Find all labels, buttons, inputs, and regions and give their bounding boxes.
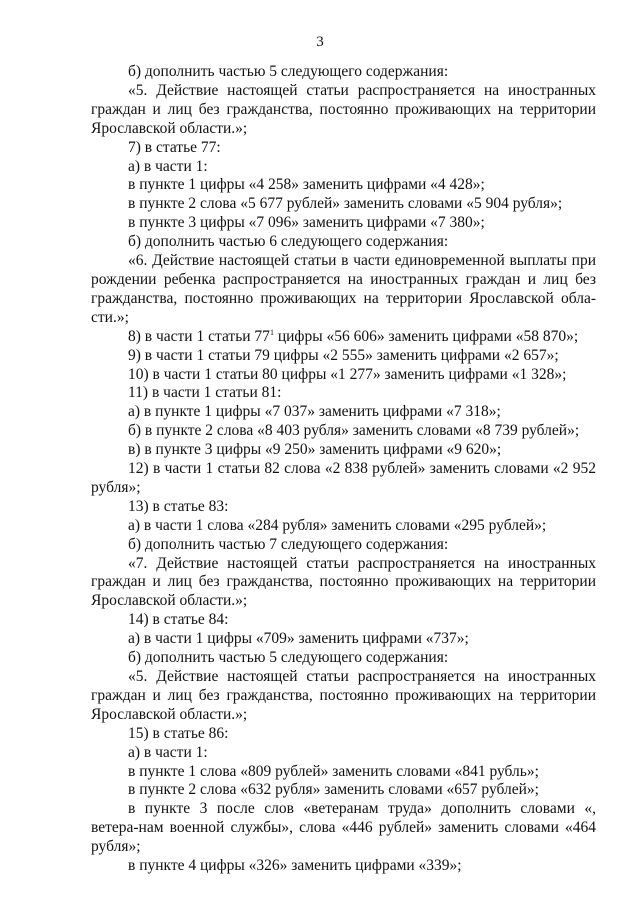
paragraph-item-14b: б) дополнить частью 5 следующего содержания:: [128, 649, 449, 667]
paragraph-item-14: 14) в статье 84:: [128, 611, 229, 629]
paragraph-item-13b: б) дополнить частью 7 следующего содержания:: [128, 535, 449, 553]
paragraph-item-7a: а) в части 1:: [128, 157, 208, 175]
item-8-text-after: цифры «56 606» заменить цифрами «58 870»;: [273, 327, 579, 345]
paragraph-item-11a: а) в пункте 1 цифры «7 037» заменить цифрами «7 318»;: [128, 403, 501, 421]
paragraph-item-7a-point-1: в пункте 1 цифры «4 258» заменить цифрами «4 428»;: [128, 176, 485, 194]
paragraph-item-11c: в) в пункте 3 цифры «9 250» заменить цифрами «9 620»;: [128, 441, 502, 459]
document-body: [91, 63, 596, 876]
item-8-superscript: 1: [269, 327, 274, 337]
paragraph-item-15a-point-3: в пункте 3 после слов «ветеранам труда» дополнить словами «, ветера-нам военной службы», слова «446 рублей» заменить словами «464 рубля»;: [91, 800, 596, 856]
paragraph-quote-part-6: «6. Действие настоящей статьи в части единовременной выплаты при рождении ребенка распространяется на иностранных граждан и лиц без гражданства, постоянно проживающих на территории Ярославской обла-сти.»;: [91, 252, 596, 326]
paragraph-item-10: 10) в части 1 статьи 80 цифры «1 277» заменить цифрами «1 328»;: [128, 365, 567, 383]
paragraph-item-14a: а) в части 1 цифры «709» заменить цифрами «737»;: [128, 630, 469, 648]
paragraph-item-15a-point-1: в пункте 1 слова «809 рублей» заменить словами «841 рубль»;: [128, 762, 539, 780]
paragraph-item-11b: б) в пункте 2 слова «8 403 рубля» заменить словами «8 739 рублей»;: [128, 422, 580, 440]
paragraph-item-8: [91, 328, 596, 347]
paragraph-item-15a-point-2: в пункте 2 слова «632 рубля» заменить словами «657 рублей»;: [128, 781, 539, 799]
paragraph-item-7b: б) дополнить частью 6 следующего содержания:: [128, 233, 449, 251]
paragraph-quote-part-7: «7. Действие настоящей статьи распространяется на иностранных граждан и лиц без гражданства, постоянно проживающих на территории Ярославской области.»;: [91, 554, 596, 610]
paragraph-item-7: 7) в статье 77:: [128, 138, 221, 156]
paragraph-item-15a: а) в части 1:: [128, 743, 208, 761]
paragraph-item-15: 15) в статье 86:: [128, 724, 229, 742]
paragraph-quote-part-5-article-84: «5. Действие настоящей статьи распространяется на иностранных граждан и лиц без гражданства, постоянно проживающих на территории Ярославской области.»;: [91, 668, 596, 723]
paragraph-item-7a-point-3: в пункте 3 цифры «7 096» заменить цифрами «7 380»;: [128, 214, 485, 232]
paragraph-item-13a: а) в части 1 слова «284 рубля» заменить словами «295 рублей»;: [128, 516, 547, 534]
paragraph-item-15a-point-4: в пункте 4 цифры «326» заменить цифрами «339»;: [128, 857, 462, 875]
paragraph-item-12: 12) в части 1 статьи 82 слова «2 838 рублей» заменить словами «2 952 рубля»;: [91, 460, 596, 496]
paragraph-item-9: 9) в части 1 статьи 79 цифры «2 555» заменить цифрами «2 657»;: [128, 346, 559, 364]
paragraph-quote-part-5: «5. Действие настоящей статьи распространяется на иностранных граждан и лиц без гражданства, постоянно проживающих на территории Ярославской области.»;: [91, 81, 596, 137]
paragraph-item-13: 13) в статье 83:: [128, 497, 229, 515]
paragraph-item-11: 11) в части 1 статьи 81:: [128, 384, 282, 402]
paragraph-item-7a-point-2: в пункте 2 слова «5 677 рублей» заменить словами «5 904 рубля»;: [128, 195, 563, 213]
item-8-text-before: 8) в части 1 статьи 77: [128, 327, 270, 345]
paragraph-amend-part-5-intro: б) дополнить частью 5 следующего содержания:: [128, 63, 449, 80]
page-number: 3: [316, 34, 324, 50]
